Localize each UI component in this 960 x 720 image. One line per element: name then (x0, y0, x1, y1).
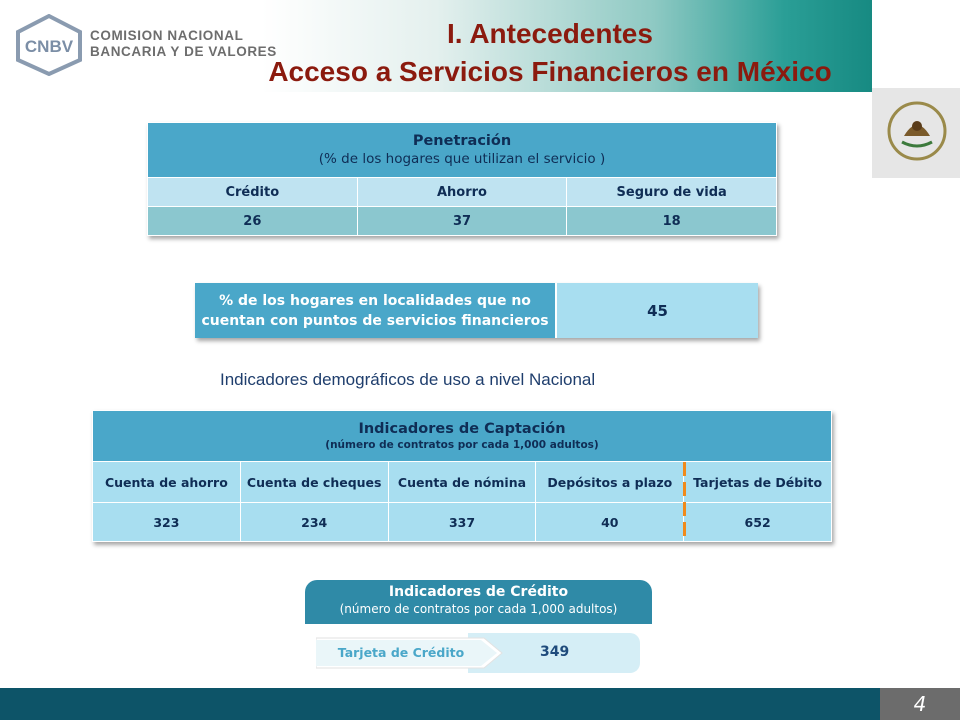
captacion-val-debito: 652 (684, 503, 832, 542)
captacion-subtitle: (número de contratos por cada 1,000 adultos) (325, 439, 599, 451)
captacion-col-nomina: Cuenta de nómina (388, 462, 536, 503)
penetracion-val-credito: 26 (148, 207, 358, 236)
demograficos-title: Indicadores demográficos de uso a nivel Nacional (220, 370, 596, 389)
orange-divider-marker (683, 462, 686, 542)
footer-bar (0, 688, 880, 720)
credito-title: Indicadores de Crédito (388, 584, 569, 600)
captacion-col-debito: Tarjetas de Débito (684, 462, 832, 503)
localidades-box (195, 283, 758, 338)
captacion-table (92, 410, 832, 542)
logo-line-2: BANCARIA Y DE VALORES (90, 44, 277, 59)
page-subtitle: Acceso a Servicios Financieros en México (268, 56, 832, 87)
mexico-coat-of-arms-icon (886, 100, 948, 162)
localidades-label: % de los hogares en localidades que no cuentan con puntos de servicios financieros (195, 283, 555, 338)
penetracion-val-seguro: 18 (567, 207, 777, 236)
captacion-val-nomina: 337 (388, 503, 536, 542)
penetracion-table (147, 122, 777, 236)
captacion-val-ahorro: 323 (93, 503, 241, 542)
penetracion-col-ahorro: Ahorro (357, 178, 567, 207)
penetracion-val-ahorro: 37 (357, 207, 567, 236)
captacion-val-plazo: 40 (536, 503, 684, 542)
captacion-header (93, 411, 832, 462)
logo-line-1: COMISION NACIONAL (90, 28, 244, 43)
penetracion-header (148, 123, 777, 178)
captacion-title: Indicadores de Captación (358, 421, 566, 437)
penetracion-title: Penetración (412, 133, 512, 149)
page-title: I. Antecedentes (447, 18, 653, 49)
captacion-col-ahorro: Cuenta de ahorro (93, 462, 241, 503)
penetracion-col-credito: Crédito (148, 178, 358, 207)
credito-value: 349 (540, 644, 570, 660)
captacion-val-cheques: 234 (240, 503, 388, 542)
credito-header (305, 580, 652, 624)
localidades-value: 45 (555, 283, 758, 338)
page-number: 4 (880, 688, 960, 720)
penetracion-subtitle: (% de los hogares que utilizan el servicio ) (318, 151, 606, 167)
credito-subtitle: (número de contratos por cada 1,000 adultos) (339, 602, 618, 616)
seal-box (872, 88, 960, 178)
captacion-col-cheques: Cuenta de cheques (240, 462, 388, 503)
svg-text:CNBV: CNBV (24, 37, 74, 56)
penetracion-col-seguro: Seguro de vida (567, 178, 777, 207)
captacion-col-plazo: Depósitos a plazo (536, 462, 684, 503)
cnbv-logo-icon (14, 14, 84, 76)
credito-label: Tarjeta de Crédito (337, 645, 465, 660)
